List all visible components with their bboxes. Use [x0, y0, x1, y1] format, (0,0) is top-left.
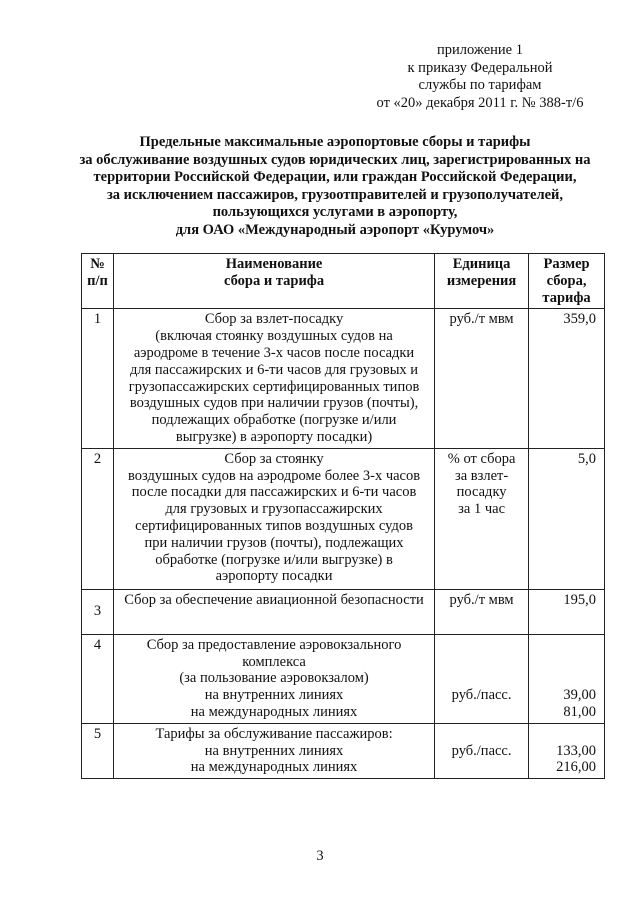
- row-name-line: обработке (погрузке и/или выгрузке) в: [155, 551, 393, 568]
- row-rate-value: 195,0: [563, 591, 596, 608]
- row-rate-value: 5,0: [577, 450, 596, 467]
- header-unit-line: измерения: [446, 272, 517, 289]
- header-name-line: Наименование: [225, 256, 323, 272]
- row-name: [113, 309, 434, 448]
- row-name-line: воздушных судов на аэродроме более 3-х часов: [127, 467, 421, 484]
- row-name-line: для грузовых и грузопассажирских: [165, 501, 383, 518]
- title-line: территории Российской Федерации, или граждан Российской Федерации,: [93, 169, 577, 186]
- row-name-line: подлежащих обработке (погрузке и/или: [151, 412, 397, 429]
- row-name-line: грузопассажирских сертифицированных типов: [128, 378, 420, 395]
- header-rate-line: тарифа: [542, 289, 591, 306]
- row-name: [113, 589, 434, 634]
- row-name: [113, 634, 434, 723]
- row-name-line: Сбор за стоянку: [224, 450, 324, 467]
- row-name-line: (включая стоянку воздушных судов на: [155, 328, 393, 345]
- table-row: [82, 589, 605, 634]
- row-name: [113, 448, 434, 589]
- header-name-line: сбора и тарифа: [223, 272, 325, 289]
- row-unit: [435, 634, 529, 723]
- title-line: Предельные максимальные аэропортовые сборы и тарифы: [139, 134, 531, 150]
- row-unit-line: руб./т мвм: [449, 591, 514, 608]
- table-row: [82, 309, 605, 448]
- row-name-line: после посадки для пассажирских и 6-ти часов: [131, 484, 417, 501]
- title-line: пользующихся услугами в аэропорту,: [212, 204, 458, 221]
- header-unit: [435, 254, 529, 309]
- row-name-line: комплекса: [242, 653, 306, 670]
- header-unit-line: Единица: [452, 256, 511, 272]
- row-rate: [529, 634, 605, 723]
- row-unit-line: посадку: [456, 484, 507, 501]
- row-name-line: Тарифы за обслуживание пассажиров:: [155, 725, 393, 742]
- row-name-line: на внутренних линиях: [204, 687, 344, 704]
- row-name-line: Сбор за обеспечение авиационной безопасности: [124, 591, 424, 608]
- header-rate-line: сбора,: [546, 272, 587, 289]
- row-name-line: сертифицированных типов воздушных судов: [135, 517, 413, 534]
- row-rate-value: 359,0: [563, 311, 596, 328]
- title-line: для ОАО «Международный аэропорт «Курумоч»: [175, 221, 495, 238]
- row-unit-line: руб./пасс.: [451, 687, 512, 704]
- title-line: за обслуживание воздушных судов юридических лиц, зарегистрированных на: [79, 151, 591, 168]
- row-number: 1: [82, 309, 114, 448]
- appendix-line: от «20» декабря 2011 г. № 388-т/6: [376, 94, 584, 111]
- header-name: [113, 254, 434, 309]
- row-unit-line: руб./т мвм: [449, 311, 514, 328]
- appendix-line: службы по тарифам: [418, 77, 542, 93]
- row-name-line: на международных линиях: [190, 703, 358, 720]
- row-rate-value: 39,00: [563, 687, 596, 704]
- table-row: [82, 448, 605, 589]
- row-unit-line: за взлет-: [454, 467, 509, 484]
- header-num-line: п/п: [87, 272, 108, 289]
- row-name-line: Сбор за взлет-посадку: [204, 311, 344, 328]
- row-unit-line: % от сбора: [447, 450, 516, 467]
- row-rate-value: 133,00: [556, 742, 596, 759]
- row-unit-line: руб./пасс.: [451, 742, 512, 759]
- page-number: 3: [316, 848, 324, 864]
- row-name-line: (за пользование аэровокзалом): [179, 670, 369, 687]
- row-name-line: при наличии грузов (почты), подлежащих: [144, 534, 404, 551]
- row-name: [113, 723, 434, 778]
- table-row: [82, 634, 605, 723]
- row-rate: [529, 448, 605, 589]
- document-title: [60, 134, 610, 240]
- row-rate: [529, 309, 605, 448]
- row-name-line: аэродроме в течение 3-х часов после посадки: [133, 344, 415, 361]
- row-name-line: Сбор за предоставление аэровокзального: [146, 636, 402, 653]
- header-num: [82, 254, 114, 309]
- row-rate: [529, 589, 605, 634]
- row-unit: [435, 589, 529, 634]
- table-row: [82, 723, 605, 778]
- row-unit: [435, 448, 529, 589]
- row-name-line: на международных линиях: [190, 759, 358, 776]
- row-number: 2: [82, 448, 114, 589]
- row-rate-value: 81,00: [563, 703, 596, 720]
- row-number: 3: [82, 589, 114, 634]
- row-number: 4: [82, 634, 114, 723]
- title-line: за исключением пассажиров, грузоотправителей и грузополучателей,: [106, 186, 564, 203]
- row-name-line: для пассажирских и 6-ти часов для грузовых и: [129, 361, 419, 378]
- row-rate-value: 216,00: [556, 759, 596, 776]
- row-name-line: воздушных судов при наличии грузов (почты),: [129, 395, 419, 412]
- row-unit: [435, 723, 529, 778]
- appendix-line: приложение 1: [437, 42, 523, 58]
- table-header-row: [82, 254, 605, 309]
- appendix-line: к приказу Федеральной: [407, 59, 553, 76]
- row-number: 5: [82, 723, 114, 778]
- row-unit-line: за 1 час: [458, 501, 505, 518]
- tariff-table: [81, 253, 605, 779]
- appendix-block: [360, 42, 600, 112]
- row-name-line: на внутренних линиях: [204, 742, 344, 759]
- row-rate: [529, 723, 605, 778]
- row-name-line: выгрузке) в аэропорту посадки): [175, 428, 373, 445]
- header-rate: [529, 254, 605, 309]
- row-unit: [435, 309, 529, 448]
- header-num-line: №: [90, 256, 105, 272]
- row-name-line: аэропорту посадки: [215, 568, 333, 585]
- header-rate-line: Размер: [543, 256, 590, 272]
